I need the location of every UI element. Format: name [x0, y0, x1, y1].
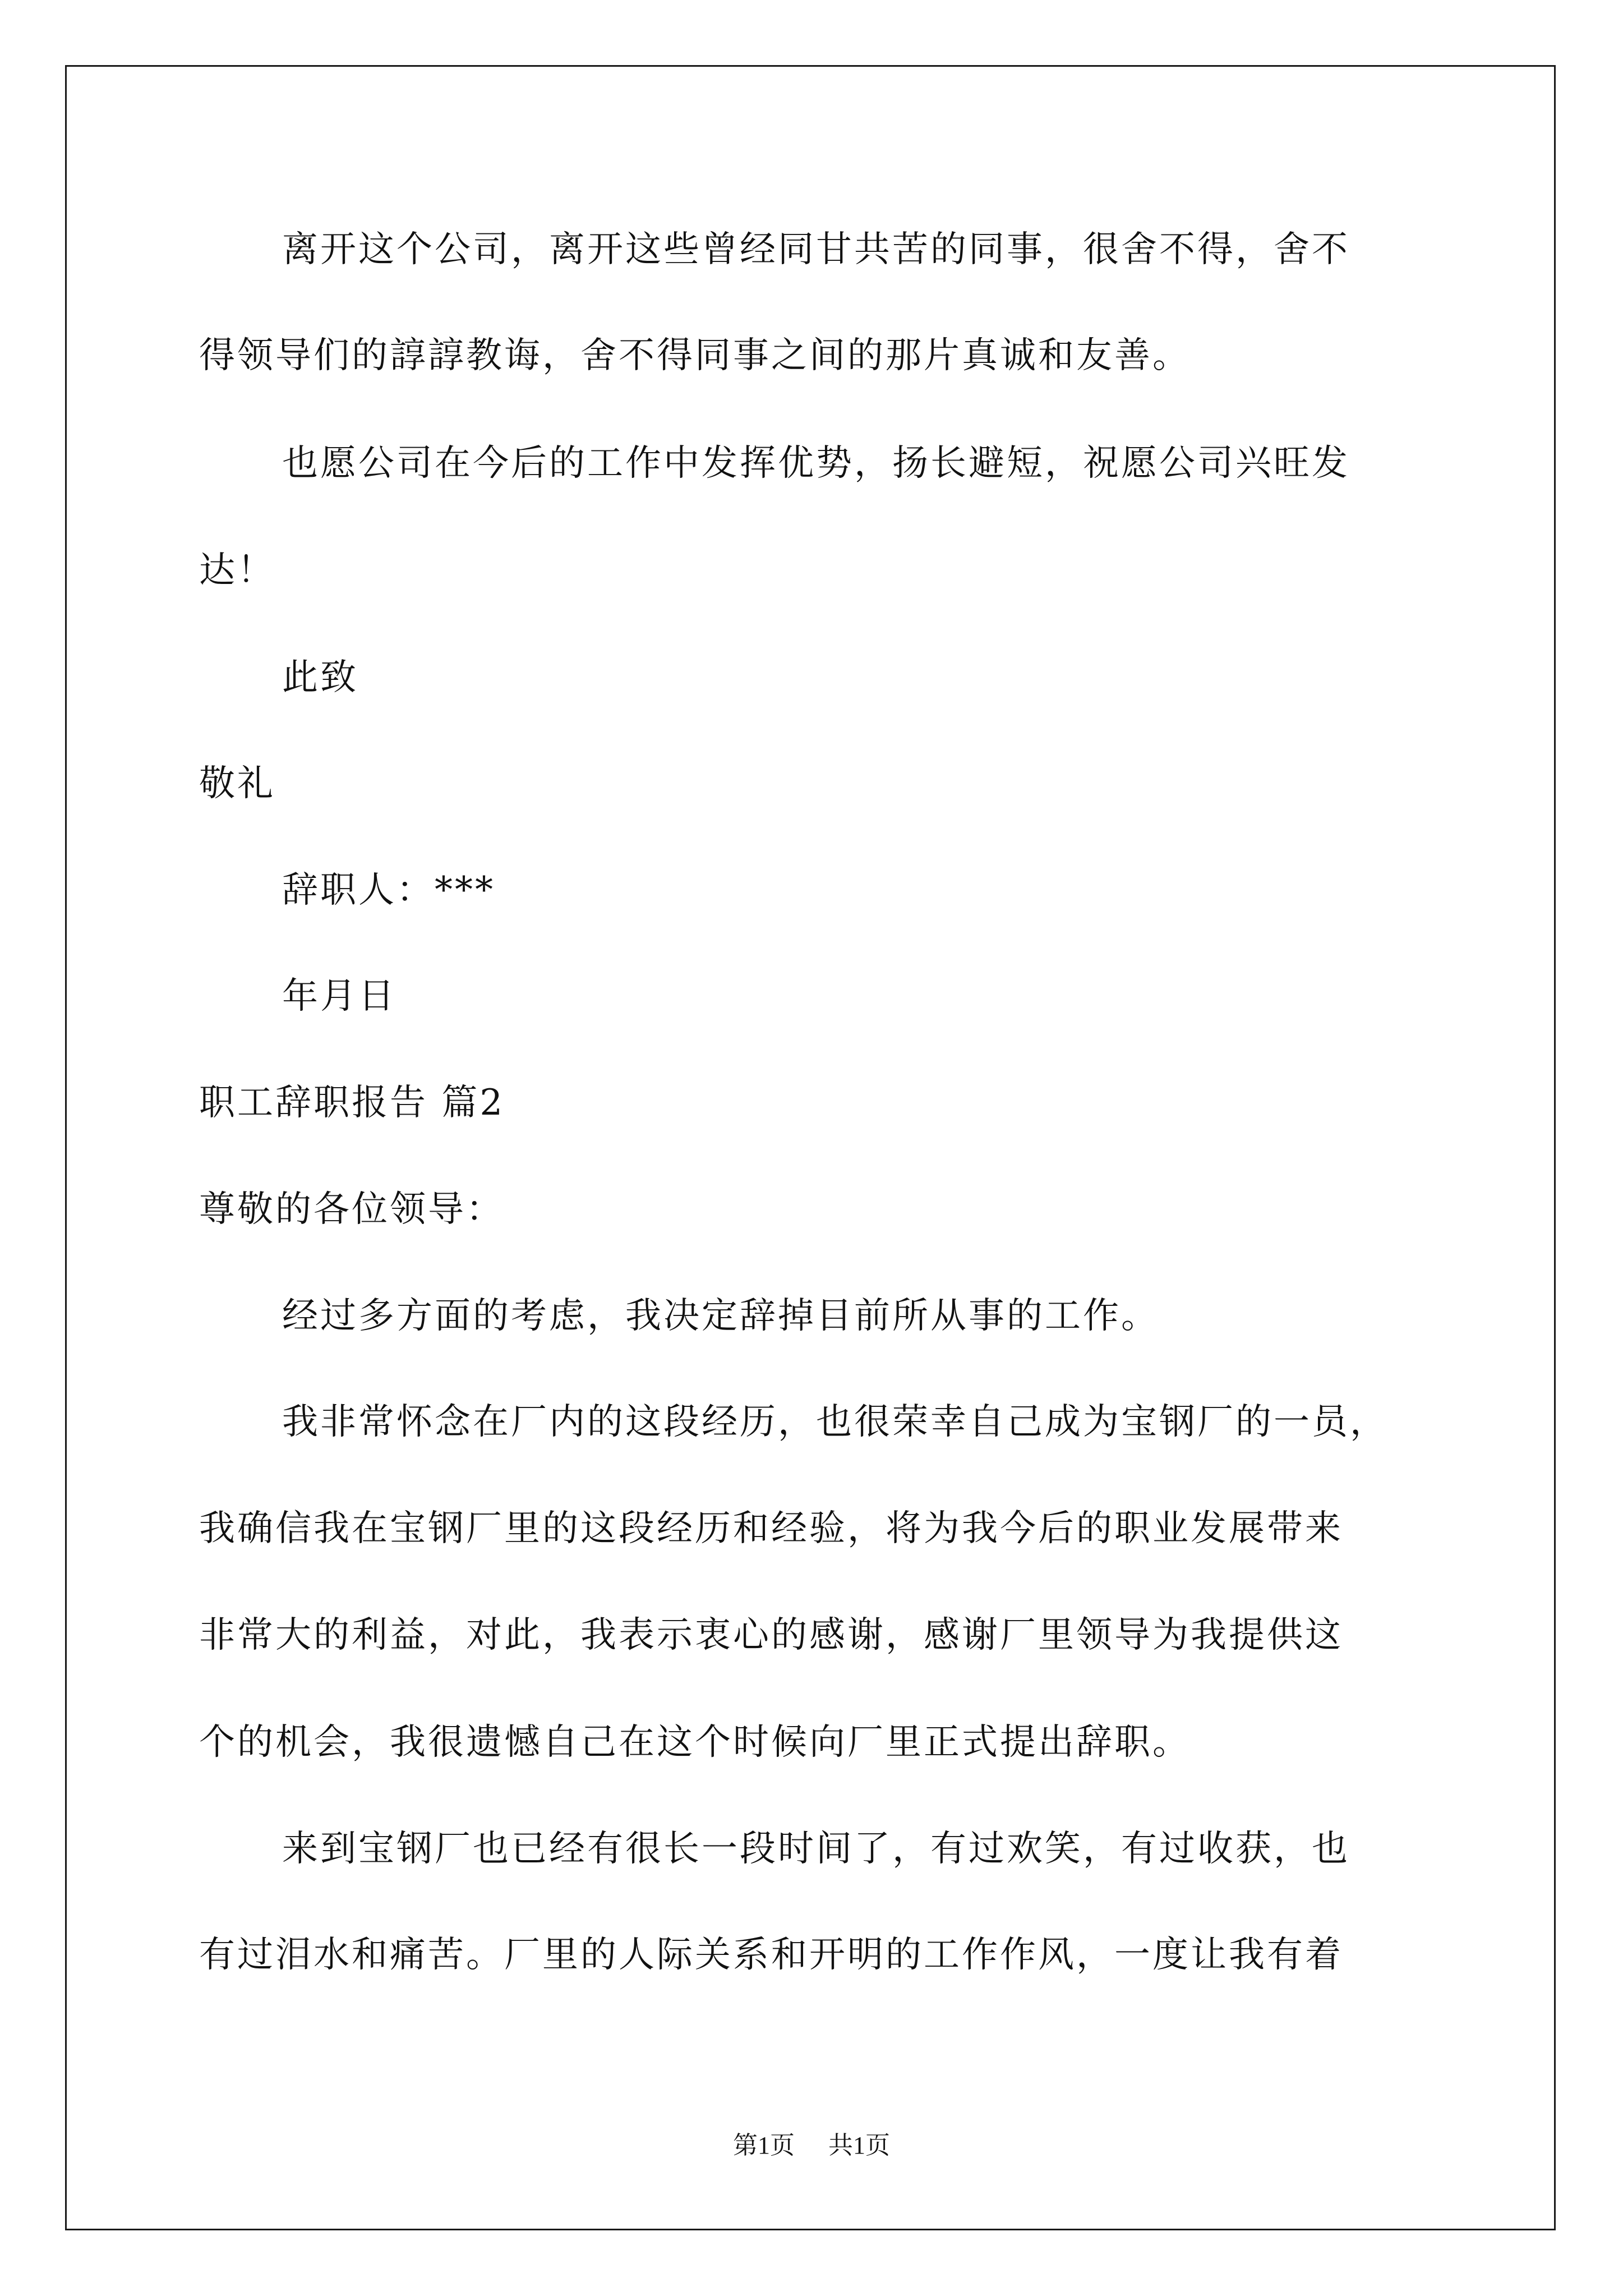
page-border — [65, 65, 1556, 2230]
paragraph-1-line-2: 得领导们的諄諄教诲，舍不得同事之间的那片真诚和友善。 — [199, 335, 1191, 376]
page-total: 共1页 — [828, 2132, 890, 2159]
paragraph-4-line-4: 个的机会，我很遗憾自己在这个时候向厂里正式提出辞职。 — [199, 1722, 1191, 1763]
paragraph-1-line-1: 离开这个公司，离开这些曾经同甘共苦的同事，很舍不得，舍不 — [282, 229, 1350, 270]
paragraph-2-line-1: 也愿公司在今后的工作中发挥优势，扬长避短，祝愿公司兴旺发 — [282, 443, 1350, 484]
paragraph-5-line-2: 有过泪水和痛苦。厂里的人际关系和开明的工作作风，一度让我有着 — [199, 1934, 1343, 1976]
paragraph-3-line-1: 经过多方面的考虑，我决定辞掉目前所从事的工作。 — [282, 1295, 1159, 1337]
paragraph-4-line-1: 我非常怀念在厂内的这段经历，也很荣幸自己成为宝钢厂的一员， — [282, 1401, 1388, 1443]
paragraph-5-line-1: 来到宝钢厂也已经有很长一段时间了，有过欢笑，有过收获，也 — [282, 1828, 1350, 1870]
page-footer — [0, 2129, 1623, 2162]
paragraph-2-line-2: 达！ — [199, 550, 275, 591]
signature-resigner: 辞职人：*** — [282, 869, 495, 911]
closing-salutation: 此致 — [282, 657, 358, 698]
signature-date: 年月日 — [282, 976, 396, 1017]
page-number: 第1页 — [733, 2132, 795, 2159]
paragraph-4-line-2: 我确信我在宝钢厂里的这段经历和经验，将为我今后的职业发展带来 — [199, 1508, 1343, 1549]
paragraph-4-line-3: 非常大的利益，对此，我表示衷心的感谢，感谢厂里领导为我提供这 — [199, 1614, 1343, 1656]
section-heading: 职工辞职报告 篇2 — [199, 1082, 505, 1124]
closing-regards: 敬礼 — [199, 763, 275, 804]
letter-greeting: 尊敬的各位领导： — [199, 1189, 504, 1230]
